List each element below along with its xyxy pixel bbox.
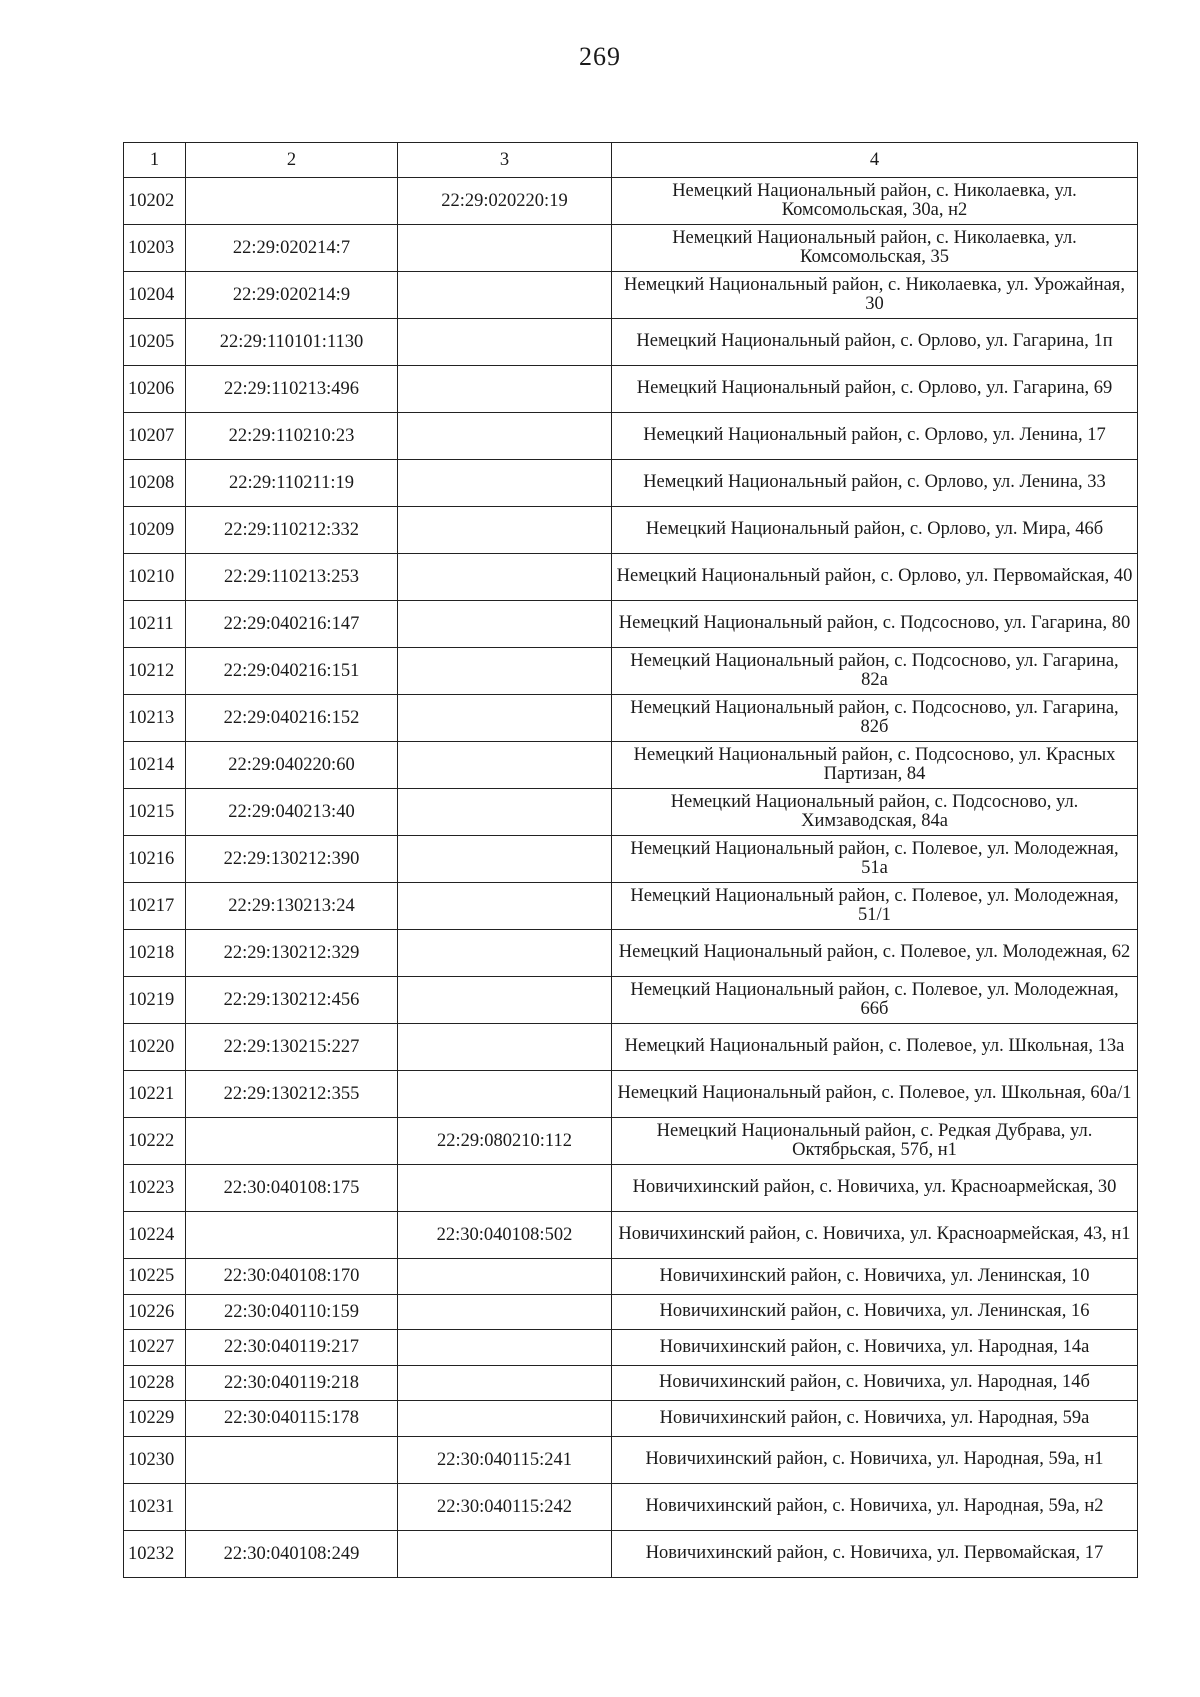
premises-cadastral-number-cell: 22:29:080210:112 — [398, 1118, 612, 1165]
cadastral-number-cell: 22:29:040213:40 — [186, 789, 398, 836]
row-number-cell: 10217 — [124, 883, 186, 930]
table-row — [124, 742, 1138, 789]
row-number-cell: 10224 — [124, 1212, 186, 1259]
premises-cadastral-number-cell — [398, 1071, 612, 1118]
premises-cadastral-number-cell — [398, 742, 612, 789]
address-cell: Немецкий Национальный район, с. Орлово, ул. Гагарина, 1п — [612, 319, 1138, 366]
row-number-cell: 10227 — [124, 1330, 186, 1366]
cadastral-number-cell: 22:29:110213:496 — [186, 366, 398, 413]
table-row — [124, 789, 1138, 836]
address-cell: Немецкий Национальный район, с. Орлово, ул. Мира, 46б — [612, 507, 1138, 554]
cadastral-number-cell — [186, 1212, 398, 1259]
cadastral-number-cell: 22:30:040108:249 — [186, 1530, 398, 1577]
column-header-2: 2 — [186, 143, 398, 178]
table-row — [124, 930, 1138, 977]
table-row — [124, 1024, 1138, 1071]
address-cell: Немецкий Национальный район, с. Орлово, ул. Гагарина, 69 — [612, 366, 1138, 413]
row-number-cell: 10205 — [124, 319, 186, 366]
premises-cadastral-number-cell — [398, 366, 612, 413]
table-row — [124, 601, 1138, 648]
address-cell: Новичихинский район, с. Новичиха, ул. Народная, 59а, н1 — [612, 1436, 1138, 1483]
table-row — [124, 507, 1138, 554]
premises-cadastral-number-cell — [398, 1365, 612, 1401]
table-row — [124, 1259, 1138, 1295]
cadastral-number-cell: 22:29:110210:23 — [186, 413, 398, 460]
address-cell: Новичихинский район, с. Новичиха, ул. Первомайская, 17 — [612, 1530, 1138, 1577]
table-row — [124, 695, 1138, 742]
cadastral-number-cell: 22:30:040119:218 — [186, 1365, 398, 1401]
table-row — [124, 883, 1138, 930]
cadastral-number-cell: 22:30:040110:159 — [186, 1294, 398, 1330]
row-number-cell: 10228 — [124, 1365, 186, 1401]
table-row — [124, 1212, 1138, 1259]
cadastral-number-cell: 22:30:040108:170 — [186, 1259, 398, 1295]
cadastral-number-cell: 22:29:130213:24 — [186, 883, 398, 930]
premises-cadastral-number-cell — [398, 789, 612, 836]
address-cell: Немецкий Национальный район, с. Подсосново, ул. Гагарина, 80 — [612, 601, 1138, 648]
row-number-cell: 10232 — [124, 1530, 186, 1577]
row-number-cell: 10212 — [124, 648, 186, 695]
address-cell: Немецкий Национальный район, с. Полевое, ул. Молодежная, 51а — [612, 836, 1138, 883]
premises-cadastral-number-cell — [398, 1259, 612, 1295]
row-number-cell: 10221 — [124, 1071, 186, 1118]
cadastral-number-cell: 22:29:110211:19 — [186, 460, 398, 507]
premises-cadastral-number-cell — [398, 1165, 612, 1212]
address-cell: Новичихинский район, с. Новичиха, ул. Народная, 59а — [612, 1401, 1138, 1437]
cadastral-number-cell: 22:29:130212:390 — [186, 836, 398, 883]
table-row — [124, 977, 1138, 1024]
premises-cadastral-number-cell — [398, 1024, 612, 1071]
cadastral-number-cell — [186, 178, 398, 225]
address-cell: Немецкий Национальный район, с. Николаевка, ул. Комсомольская, 30а, н2 — [612, 178, 1138, 225]
cadastral-number-cell: 22:29:110212:332 — [186, 507, 398, 554]
address-cell: Немецкий Национальный район, с. Подсосново, ул. Гагарина, 82а — [612, 648, 1138, 695]
row-number-cell: 10213 — [124, 695, 186, 742]
table-row — [124, 272, 1138, 319]
address-cell: Новичихинский район, с. Новичиха, ул. Народная, 59а, н2 — [612, 1483, 1138, 1530]
address-cell: Немецкий Национальный район, с. Полевое, ул. Молодежная, 66б — [612, 977, 1138, 1024]
row-number-cell: 10216 — [124, 836, 186, 883]
premises-cadastral-number-cell — [398, 1294, 612, 1330]
table-row — [124, 1071, 1138, 1118]
row-number-cell: 10207 — [124, 413, 186, 460]
premises-cadastral-number-cell: 22:29:020220:19 — [398, 178, 612, 225]
premises-cadastral-number-cell — [398, 601, 612, 648]
cadastral-number-cell: 22:29:110101:1130 — [186, 319, 398, 366]
address-cell: Немецкий Национальный район, с. Полевое, ул. Молодежная, 62 — [612, 930, 1138, 977]
cadastral-number-cell — [186, 1436, 398, 1483]
address-cell: Немецкий Национальный район, с. Подсосново, ул. Гагарина, 82б — [612, 695, 1138, 742]
premises-cadastral-number-cell — [398, 1530, 612, 1577]
premises-cadastral-number-cell: 22:30:040115:242 — [398, 1483, 612, 1530]
address-cell: Новичихинский район, с. Новичиха, ул. Ленинская, 16 — [612, 1294, 1138, 1330]
address-cell: Немецкий Национальный район, с. Орлово, ул. Ленина, 17 — [612, 413, 1138, 460]
row-number-cell: 10229 — [124, 1401, 186, 1437]
row-number-cell: 10222 — [124, 1118, 186, 1165]
row-number-cell: 10211 — [124, 601, 186, 648]
row-number-cell: 10215 — [124, 789, 186, 836]
row-number-cell: 10202 — [124, 178, 186, 225]
premises-cadastral-number-cell — [398, 460, 612, 507]
premises-cadastral-number-cell — [398, 695, 612, 742]
cadastral-number-cell — [186, 1118, 398, 1165]
address-cell: Немецкий Национальный район, с. Подсосново, ул. Красных Партизан, 84 — [612, 742, 1138, 789]
cadastral-number-cell: 22:29:040216:152 — [186, 695, 398, 742]
address-cell: Немецкий Национальный район, с. Николаевка, ул. Урожайная, 30 — [612, 272, 1138, 319]
address-cell: Новичихинский район, с. Новичиха, ул. Народная, 14б — [612, 1365, 1138, 1401]
cadastral-number-cell: 22:30:040115:178 — [186, 1401, 398, 1437]
cadastral-number-cell — [186, 1483, 398, 1530]
address-cell: Новичихинский район, с. Новичиха, ул. Народная, 14а — [612, 1330, 1138, 1366]
premises-cadastral-number-cell: 22:30:040115:241 — [398, 1436, 612, 1483]
cadastral-number-cell: 22:29:020214:7 — [186, 225, 398, 272]
premises-cadastral-number-cell — [398, 1330, 612, 1366]
row-number-cell: 10230 — [124, 1436, 186, 1483]
row-number-cell: 10223 — [124, 1165, 186, 1212]
page-number: 269 — [579, 42, 621, 71]
table-row — [124, 1365, 1138, 1401]
table-row — [124, 1294, 1138, 1330]
table-row — [124, 836, 1138, 883]
cadastral-number-cell: 22:29:110213:253 — [186, 554, 398, 601]
address-cell: Немецкий Национальный район, с. Полевое, ул. Молодежная, 51/1 — [612, 883, 1138, 930]
table-row — [124, 413, 1138, 460]
table-row — [124, 1401, 1138, 1437]
row-number-cell: 10226 — [124, 1294, 186, 1330]
premises-cadastral-number-cell — [398, 977, 612, 1024]
table-row — [124, 1530, 1138, 1577]
address-cell: Немецкий Национальный район, с. Орлово, ул. Ленина, 33 — [612, 460, 1138, 507]
premises-cadastral-number-cell — [398, 883, 612, 930]
cadastral-number-cell: 22:29:040220:60 — [186, 742, 398, 789]
table-row — [124, 319, 1138, 366]
address-cell: Немецкий Национальный район, с. Редкая Дубрава, ул. Октябрьская, 57б, н1 — [612, 1118, 1138, 1165]
row-number-cell: 10209 — [124, 507, 186, 554]
table-row — [124, 554, 1138, 601]
cadastral-number-cell: 22:30:040108:175 — [186, 1165, 398, 1212]
address-cell: Немецкий Национальный район, с. Орлово, ул. Первомайская, 40 — [612, 554, 1138, 601]
column-header-4: 4 — [612, 143, 1138, 178]
row-number-cell: 10203 — [124, 225, 186, 272]
table-row — [124, 225, 1138, 272]
address-cell: Немецкий Национальный район, с. Николаевка, ул. Комсомольская, 35 — [612, 225, 1138, 272]
cadastral-number-cell: 22:29:020214:9 — [186, 272, 398, 319]
row-number-cell: 10210 — [124, 554, 186, 601]
premises-cadastral-number-cell — [398, 554, 612, 601]
address-cell: Новичихинский район, с. Новичиха, ул. Красноармейская, 30 — [612, 1165, 1138, 1212]
row-number-cell: 10225 — [124, 1259, 186, 1295]
row-number-cell: 10218 — [124, 930, 186, 977]
row-number-cell: 10219 — [124, 977, 186, 1024]
table-row — [124, 1436, 1138, 1483]
premises-cadastral-number-cell — [398, 930, 612, 977]
cadastral-number-cell: 22:29:040216:147 — [186, 601, 398, 648]
premises-cadastral-number-cell — [398, 413, 612, 460]
column-header-3: 3 — [398, 143, 612, 178]
premises-cadastral-number-cell — [398, 836, 612, 883]
premises-cadastral-number-cell — [398, 507, 612, 554]
premises-cadastral-number-cell — [398, 272, 612, 319]
cadastral-number-cell: 22:29:130215:227 — [186, 1024, 398, 1071]
cadastral-number-cell: 22:29:130212:355 — [186, 1071, 398, 1118]
cadastral-number-cell: 22:29:040216:151 — [186, 648, 398, 695]
table-row — [124, 648, 1138, 695]
address-cell: Новичихинский район, с. Новичиха, ул. Ленинская, 10 — [612, 1259, 1138, 1295]
address-cell: Немецкий Национальный район, с. Полевое, ул. Школьная, 13а — [612, 1024, 1138, 1071]
premises-cadastral-number-cell — [398, 648, 612, 695]
row-number-cell: 10220 — [124, 1024, 186, 1071]
table-row — [124, 366, 1138, 413]
table-header-row — [124, 143, 1138, 178]
table-row — [124, 1483, 1138, 1530]
table-row — [124, 460, 1138, 507]
premises-cadastral-number-cell — [398, 1401, 612, 1437]
row-number-cell: 10206 — [124, 366, 186, 413]
row-number-cell: 10208 — [124, 460, 186, 507]
premises-cadastral-number-cell — [398, 225, 612, 272]
row-number-cell: 10204 — [124, 272, 186, 319]
table-row — [124, 1118, 1138, 1165]
address-cell: Немецкий Национальный район, с. Подсосново, ул. Химзаводская, 84а — [612, 789, 1138, 836]
cadastral-number-cell: 22:29:130212:456 — [186, 977, 398, 1024]
address-cell: Новичихинский район, с. Новичиха, ул. Красноармейская, 43, н1 — [612, 1212, 1138, 1259]
property-registry-table — [123, 142, 1138, 1578]
cadastral-number-cell: 22:30:040119:217 — [186, 1330, 398, 1366]
address-cell: Немецкий Национальный район, с. Полевое, ул. Школьная, 60а/1 — [612, 1071, 1138, 1118]
premises-cadastral-number-cell: 22:30:040108:502 — [398, 1212, 612, 1259]
table-row — [124, 1330, 1138, 1366]
table-row — [124, 1165, 1138, 1212]
row-number-cell: 10231 — [124, 1483, 186, 1530]
row-number-cell: 10214 — [124, 742, 186, 789]
column-header-1: 1 — [124, 143, 186, 178]
table-body — [124, 178, 1138, 1578]
premises-cadastral-number-cell — [398, 319, 612, 366]
table-row — [124, 178, 1138, 225]
cadastral-number-cell: 22:29:130212:329 — [186, 930, 398, 977]
